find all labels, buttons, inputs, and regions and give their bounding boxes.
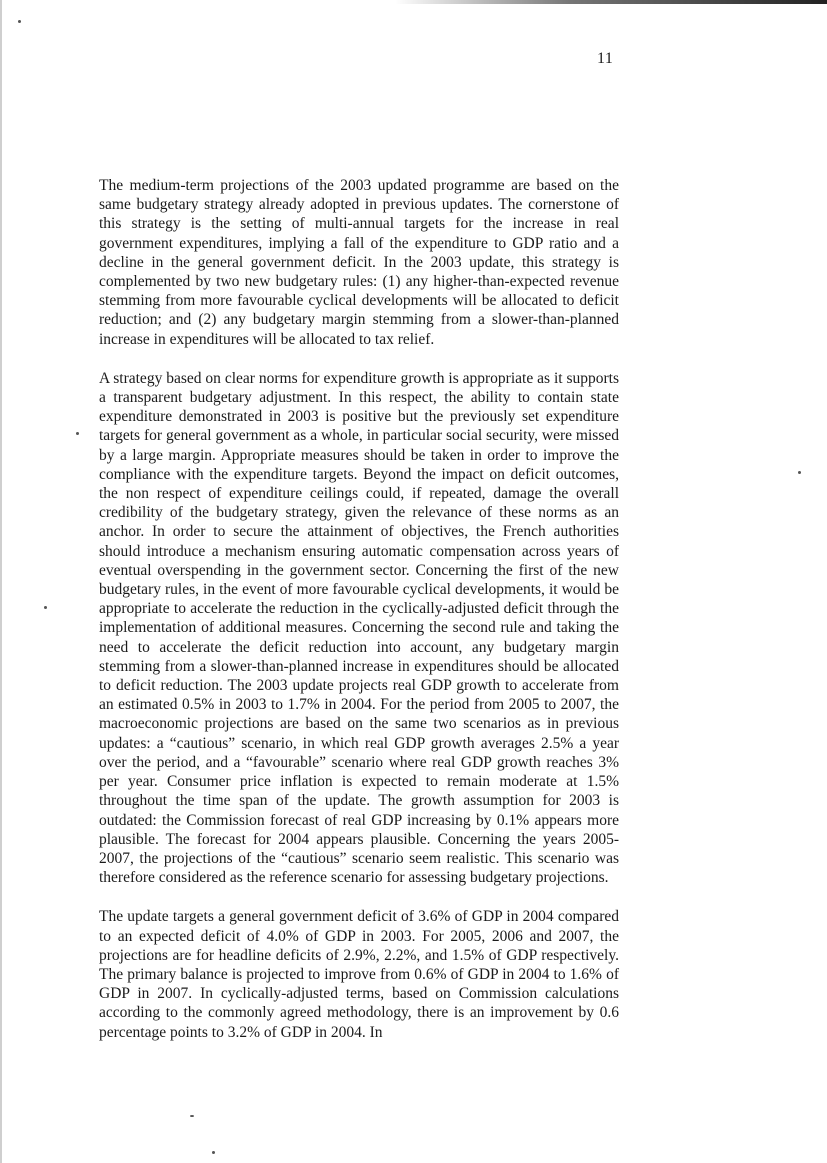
top-edge-rule <box>395 0 827 4</box>
scan-speck <box>212 1151 215 1154</box>
paragraph-deficit-targets: The update targets a general government deficit of 3.6% of GDP in 2004 compared to an expected deficit of 4.0% of GDP in 2003. For 2005, 2006 and 2007, the projections are for headline deficits of 2.9%, 2.2%, and 1.5% of GDP respectively. The primary balance is projected to improve from 0.6% of GDP in 2004 to 1.6% of GDP in 2007. In cyclically-adjusted terms, based on Commission calculations according to the commonly agreed methodology, there is an improvement by 0.6 percentage points to 3.2% of GDP in 2004. In <box>99 908 619 1041</box>
scan-speck <box>44 606 47 609</box>
left-scan-edge <box>0 0 2 1163</box>
scan-speck <box>18 20 21 23</box>
paragraph-budgetary-strategy: The medium-term projections of the 2003 updated programme are based on the same budgetary strategy already adopted in previous updates. The cornerstone of this strategy is the setting of multi-annual targets for the increase in real government expenditures, implying a fall of the expenditure to GDP ratio and a decline in the general government deficit. In the 2003 update, this strategy is complemented by two new budgetary rules: (1) any higher-than-expected revenue stemming from more favourable cyclical developments will be allocated to deficit reduction; and (2) any budgetary margin stemming from a slower-than-planned increase in expenditures will be allocated to tax relief. <box>99 177 619 348</box>
scan-speck <box>798 471 801 474</box>
paragraph-expenditure-norms: A strategy based on clear norms for expenditure growth is appropriate as it supports a transparent budgetary adjustment. In this respect, the ability to contain state expenditure demonstrated in 2003 is positive but the previously set expenditure targets for general government as a whole, in particular social security, were missed by a large margin. Appropriate measures should be taken in order to improve the compliance with the expenditure targets. Beyond the impact on deficit outcomes, the non respect of expenditure ceilings could, if repeated, damage the overall credibility of the budgetary strategy, given the relevance of these norms as an anchor. In order to secure the attainment of objectives, the French authorities should introduce a mechanism ensuring automatic compensation across years of eventual overspending in the government sector. Concerning the first of the new budgetary rules, in the event of more favourable cyclical developments, it would be appropriate to accelerate the reduction in the cyclically-adjusted deficit through the implementation of additional measures. Concerning the second rule and taking the need to accelerate the deficit reduction into account, any budgetary margin stemming from a slower-than-planned increase in expenditures should be allocated to deficit reduction. The 2003 update projects real GDP growth to accelerate from an estimated 0.5% in 2003 to 1.7% in 2004. For the period from 2005 to 2007, the macroeconomic projections are based on the same two scenarios as in previous updates: a “cautious” scenario, in which real GDP growth averages 2.5% a year over the period, and a “favourable” scenario where real GDP growth reaches 3% per year. Consumer price inflation is expected to remain moderate at 1.5% throughout the time span of the update. The growth assumption for 2003 is outdated: the Commission forecast of real GDP increasing by 0.1% appears more plausible. The forecast for 2004 appears plausible. Concerning the years 2005-2007, the projections of the “cautious” scenario seem realistic. This scenario was therefore considered as the reference scenario for assessing budgetary projections. <box>99 369 619 887</box>
document-body <box>99 176 619 1062</box>
page-number: 11 <box>597 50 614 67</box>
scan-speck <box>76 432 79 435</box>
scan-speck <box>190 1115 194 1117</box>
